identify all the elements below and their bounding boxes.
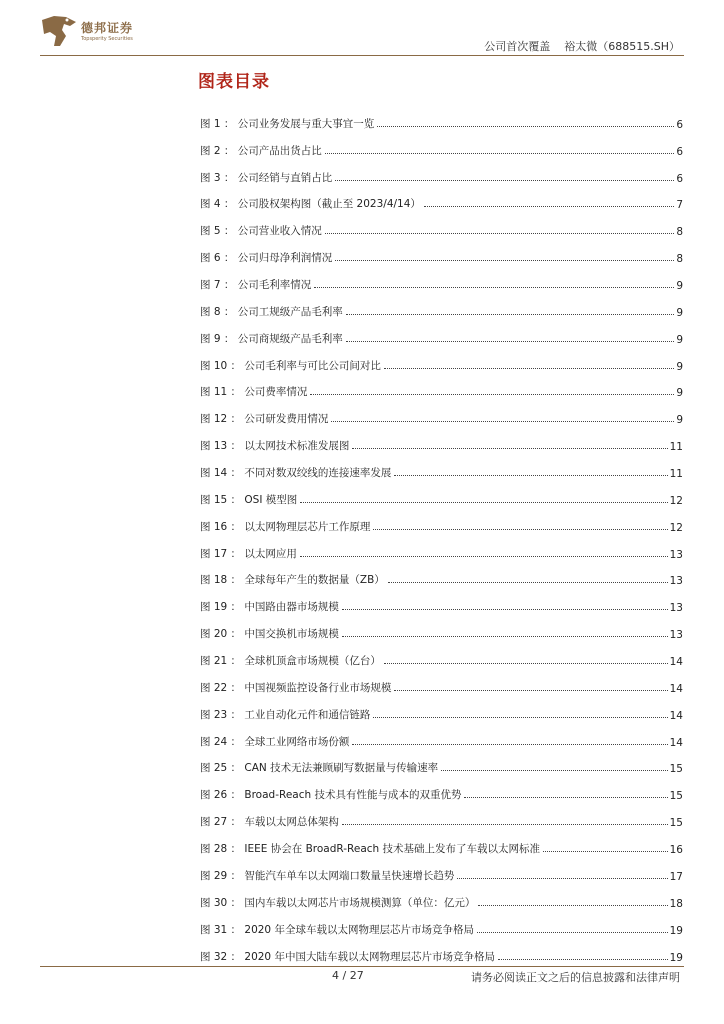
header-report-info [484, 38, 680, 54]
toc-entry-separator: ： [227, 520, 245, 533]
toc-entry-label: 图 14 [200, 467, 228, 480]
toc-entry-separator: ： [227, 467, 245, 480]
toc-dot-leader [300, 556, 668, 557]
toc-entry-label: 图 28 [200, 843, 228, 856]
toc-entry-label: 图 5 [200, 225, 221, 238]
toc-entry-page: 13 [669, 548, 683, 561]
toc-dot-leader [384, 368, 674, 369]
toc-dot-leader [384, 663, 668, 664]
toc-entry-title: 以太网物理层芯片工作原理 [244, 520, 371, 533]
toc-entry-label: 图 11 [200, 386, 228, 399]
toc-entry-title: 公司股权架构图（截止至 2023/4/14） [237, 198, 421, 211]
toc-entry[interactable] [200, 614, 683, 641]
toc-entry[interactable] [200, 131, 683, 158]
toc-entry-title: 国内车载以太网芯片市场规模测算（单位：亿元） [244, 896, 476, 909]
toc-entry[interactable] [200, 292, 683, 319]
toc-entry-separator: ： [220, 144, 238, 157]
toc-entry-separator: ： [227, 655, 245, 668]
toc-entry[interactable] [200, 883, 683, 910]
toc-entry-label: 图 16 [200, 520, 228, 533]
toc-entry-separator: ： [220, 332, 238, 345]
toc-entry-separator: ： [227, 413, 245, 426]
toc-entry-label: 图 12 [200, 413, 228, 426]
toc-dot-leader [300, 502, 667, 503]
toc-entry-label: 图 31 [200, 923, 228, 936]
toc-entry-label: 图 32 [200, 950, 228, 963]
toc-entry-separator: ： [227, 493, 245, 506]
toc-entry[interactable] [200, 695, 683, 722]
brand-logo [40, 14, 160, 50]
toc-entry-page: 19 [669, 951, 683, 964]
toc-entry-title: OSI 模型图 [244, 493, 298, 506]
toc-dot-leader [346, 341, 675, 342]
toc-entry[interactable] [200, 937, 683, 964]
toc-entry-title: 公司毛利率情况 [237, 279, 312, 292]
figure-toc-list [200, 104, 683, 964]
toc-dot-leader [352, 448, 667, 449]
toc-entry-page: 11 [669, 441, 683, 454]
toc-entry-page: 9 [676, 306, 683, 319]
toc-entry-label: 图 3 [200, 171, 221, 184]
toc-entry-label: 图 7 [200, 279, 221, 292]
toc-entry-label: 图 6 [200, 252, 221, 265]
toc-entry-separator: ： [227, 843, 245, 856]
toc-entry[interactable] [200, 641, 683, 668]
toc-entry[interactable] [200, 829, 683, 856]
footer-divider [40, 966, 684, 967]
toc-entry-label: 图 17 [200, 547, 228, 560]
toc-entry-label: 图 4 [200, 198, 221, 211]
toc-entry-separator: ： [227, 574, 245, 587]
toc-entry-label: 图 26 [200, 789, 228, 802]
toc-entry-page: 17 [669, 870, 683, 883]
toc-entry-separator: ： [220, 225, 238, 238]
toc-dot-leader [464, 797, 667, 798]
toc-dot-leader [314, 287, 674, 288]
toc-dot-leader [346, 314, 675, 315]
toc-entry[interactable] [200, 426, 683, 453]
toc-entry-label: 图 8 [200, 305, 221, 318]
toc-entry-separator: ： [220, 305, 238, 318]
toc-entry-page: 16 [669, 844, 683, 857]
toc-dot-leader [377, 126, 674, 127]
toc-entry-separator: ： [227, 440, 245, 453]
toc-entry-separator: ： [227, 547, 245, 560]
toc-entry-title: 公司营业收入情况 [237, 225, 322, 238]
toc-entry-separator: ： [227, 601, 245, 614]
toc-entry[interactable] [200, 856, 683, 883]
toc-dot-leader [335, 260, 674, 261]
toc-entry-separator: ： [227, 708, 245, 721]
toc-entry-separator: ： [227, 762, 245, 775]
toc-entry-page: 13 [669, 629, 683, 642]
toc-entry-title: 中国视频监控设备行业市场规模 [244, 681, 392, 694]
toc-entry-label: 图 25 [200, 762, 228, 775]
toc-entry[interactable] [200, 319, 683, 346]
toc-entry-title: CAN 技术无法兼顾刷写数据量与传输速率 [244, 762, 439, 775]
toc-entry[interactable] [200, 453, 683, 480]
toc-dot-leader [325, 233, 675, 234]
toc-entry-separator: ： [220, 171, 238, 184]
toc-dot-leader [441, 770, 668, 771]
toc-dot-leader [478, 905, 667, 906]
toc-dot-leader [373, 529, 667, 530]
toc-entry[interactable] [200, 534, 683, 561]
toc-entry-separator: ： [227, 950, 245, 963]
toc-entry-label: 图 23 [200, 708, 228, 721]
toc-entry-page: 9 [676, 414, 683, 427]
toc-entry-label: 图 21 [200, 655, 228, 668]
toc-entry-title: 公司毛利率与可比公司间对比 [244, 359, 381, 372]
toc-dot-leader [477, 932, 668, 933]
toc-dot-leader [457, 878, 667, 879]
toc-entry[interactable] [200, 211, 683, 238]
toc-entry[interactable] [200, 238, 683, 265]
toc-entry-label: 图 10 [200, 359, 228, 372]
toc-dot-leader [352, 744, 667, 745]
toc-entry-page: 9 [676, 360, 683, 373]
toc-entry-separator: ： [227, 923, 245, 936]
toc-entry-title: 全球每年产生的数据量（ZB） [244, 574, 385, 587]
brand-name-en: Topsperity Securities [81, 36, 133, 42]
toc-entry-separator: ： [220, 117, 238, 130]
toc-entry-label: 图 29 [200, 869, 228, 882]
toc-entry-page: 8 [676, 226, 683, 239]
toc-entry[interactable] [200, 561, 683, 588]
toc-dot-leader [388, 582, 668, 583]
toc-entry-page: 15 [669, 763, 683, 776]
toc-entry-page: 9 [676, 280, 683, 293]
toc-entry-separator: ： [220, 279, 238, 292]
toc-dot-leader [498, 959, 668, 960]
toc-entry-page: 14 [669, 736, 683, 749]
toc-entry-separator: ： [227, 628, 245, 641]
toc-entry-label: 图 18 [200, 574, 228, 587]
toc-entry-title: 公司产品出货占比 [237, 144, 322, 157]
toc-entry[interactable] [200, 802, 683, 829]
toc-entry[interactable] [200, 668, 683, 695]
toc-entry-page: 11 [669, 468, 683, 481]
toc-entry-label: 图 2 [200, 144, 221, 157]
toc-entry-title: 公司费率情况 [244, 386, 308, 399]
toc-entry-title: 全球工业网络市场份额 [244, 735, 350, 748]
toc-entry[interactable] [200, 399, 683, 426]
header-divider [40, 55, 684, 56]
toc-entry[interactable] [200, 373, 683, 400]
toc-entry-page: 14 [669, 656, 683, 669]
toc-entry-label: 图 27 [200, 816, 228, 829]
company-ticker: 裕太微（688515.SH） [564, 40, 680, 53]
toc-entry-title: 不同对数双绞线的连接速率发展 [244, 467, 392, 480]
toc-entry[interactable] [200, 507, 683, 534]
toc-entry-page: 12 [669, 494, 683, 507]
toc-entry-title: Broad-Reach 技术具有性能与成本的双重优势 [244, 789, 462, 802]
toc-entry[interactable] [200, 587, 683, 614]
toc-entry-label: 图 15 [200, 493, 228, 506]
toc-entry-label: 图 9 [200, 332, 221, 345]
toc-entry-title: 2020 年全球车载以太网物理层芯片市场竞争格局 [244, 923, 474, 936]
toc-entry-page: 14 [669, 682, 683, 695]
toc-dot-leader [335, 180, 674, 181]
toc-dot-leader [394, 690, 667, 691]
toc-entry-title: 全球机顶盒市场规模（亿台） [244, 655, 381, 668]
toc-entry-label: 图 19 [200, 601, 228, 614]
toc-dot-leader [424, 206, 674, 207]
toc-entry-page: 6 [676, 145, 683, 158]
toc-entry-page: 18 [669, 897, 683, 910]
toc-entry-separator: ： [227, 896, 245, 909]
toc-entry-page: 6 [676, 172, 683, 185]
toc-entry-title: 公司归母净利润情况 [237, 252, 333, 265]
toc-entry[interactable] [200, 158, 683, 185]
toc-entry-page: 19 [669, 924, 683, 937]
toc-entry-title: 公司业务发展与重大事宜一览 [237, 117, 375, 130]
toc-entry-label: 图 13 [200, 440, 228, 453]
toc-entry-page: 15 [669, 817, 683, 830]
toc-entry-label: 图 24 [200, 735, 228, 748]
toc-entry-title: 以太网应用 [244, 547, 297, 560]
toc-entry-page: 8 [676, 253, 683, 266]
toc-entry-separator: ： [227, 735, 245, 748]
toc-dot-leader [342, 609, 668, 610]
toc-dot-leader [373, 717, 667, 718]
brand-name-cn: 德邦证券 [81, 21, 134, 35]
toc-entry-title: 车载以太网总体架构 [244, 816, 339, 829]
toc-entry-title: 公司商规级产品毛利率 [237, 332, 343, 345]
toc-entry-title: 智能汽车单车以太网端口数量呈快速增长趋势 [244, 869, 455, 882]
toc-dot-leader [310, 394, 674, 395]
toc-entry[interactable] [200, 910, 683, 937]
toc-entry-page: 13 [669, 602, 683, 615]
toc-entry-separator: ： [227, 789, 245, 802]
section-title: 图表目录 [198, 72, 270, 92]
toc-dot-leader [394, 475, 667, 476]
report-type: 公司首次覆盖 [484, 40, 551, 53]
toc-dot-leader [325, 153, 675, 154]
toc-entry-label: 图 22 [200, 681, 228, 694]
toc-entry-page: 12 [669, 521, 683, 534]
toc-dot-leader [342, 824, 668, 825]
toc-entry-separator: ： [227, 681, 245, 694]
toc-entry[interactable] [200, 346, 683, 373]
toc-entry[interactable] [200, 775, 683, 802]
toc-entry-page: 9 [676, 333, 683, 346]
toc-entry-label: 图 30 [200, 896, 228, 909]
toc-entry-title: 以太网技术标准发展图 [244, 440, 350, 453]
toc-entry-page: 15 [669, 790, 683, 803]
toc-entry[interactable] [200, 480, 683, 507]
toc-entry-page: 13 [669, 575, 683, 588]
toc-entry-title: 公司工规级产品毛利率 [237, 305, 343, 318]
logo-mark-icon [40, 14, 78, 48]
toc-dot-leader [331, 421, 674, 422]
toc-entry[interactable] [200, 722, 683, 749]
toc-entry-page: 9 [676, 387, 683, 400]
toc-entry-title: 公司研发费用情况 [244, 413, 329, 426]
toc-entry-separator: ： [227, 816, 245, 829]
toc-entry-separator: ： [227, 386, 245, 399]
toc-entry[interactable] [200, 104, 683, 131]
toc-entry[interactable] [200, 185, 683, 212]
toc-dot-leader [543, 851, 668, 852]
toc-entry-page: 7 [676, 199, 683, 212]
toc-entry-title: 2020 年中国大陆车载以太网物理层芯片市场竞争格局 [244, 950, 495, 963]
toc-dot-leader [342, 636, 668, 637]
toc-entry-separator: ： [227, 869, 245, 882]
toc-entry-page: 14 [669, 709, 683, 722]
toc-entry-separator: ： [220, 198, 238, 211]
toc-entry-label: 图 1 [200, 117, 221, 130]
toc-entry-separator: ： [227, 359, 245, 372]
toc-entry-separator: ： [220, 252, 238, 265]
toc-entry-title: 公司经销与直销占比 [237, 171, 333, 184]
toc-entry-page: 6 [676, 118, 683, 131]
toc-entry[interactable] [200, 749, 683, 776]
toc-entry-title: 中国路由器市场规模 [244, 601, 339, 614]
toc-entry-label: 图 20 [200, 628, 228, 641]
toc-entry-title: 工业自动化元件和通信链路 [244, 708, 371, 721]
toc-entry[interactable] [200, 265, 683, 292]
toc-entry-title: IEEE 协会在 BroadR-Reach 技术基础上发布了车载以太网标准 [244, 843, 541, 856]
page-indicator: 4 / 27 [332, 969, 364, 982]
toc-entry-title: 中国交换机市场规模 [244, 628, 339, 641]
legal-disclaimer: 请务必阅读正文之后的信息披露和法律声明 [471, 971, 680, 984]
